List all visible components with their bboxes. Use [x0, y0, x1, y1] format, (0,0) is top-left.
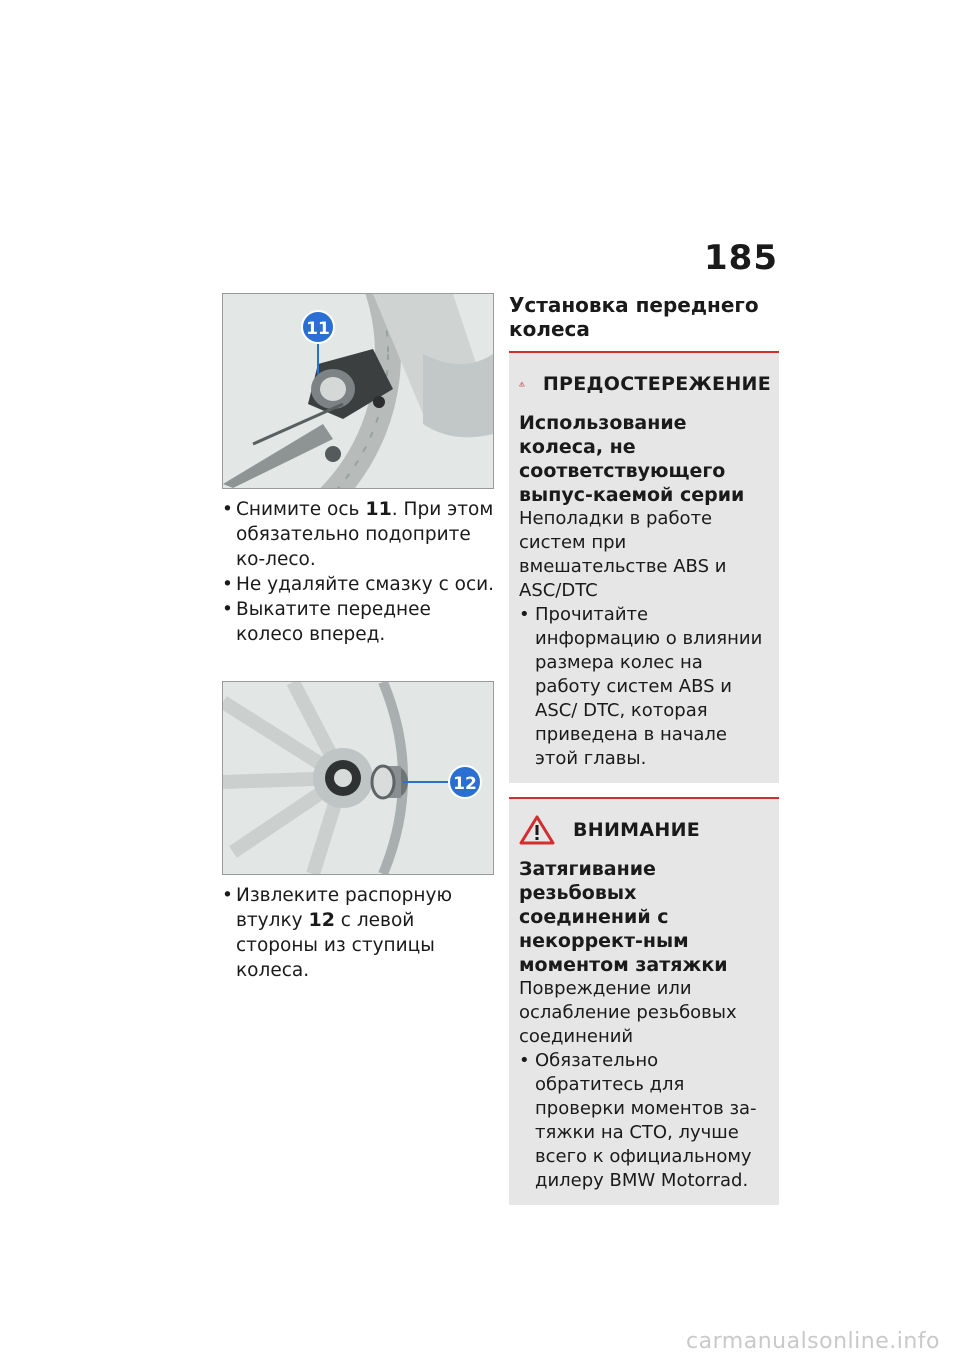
photo-front-axle	[222, 293, 494, 489]
notice-title: Затягивание резьбовых соединений с некоррект-ным моментом затяжки	[519, 858, 728, 976]
steps-remove-sleeve	[222, 883, 494, 983]
notice-warning	[509, 351, 779, 783]
list-item: • Прочитайте информацию о влиянии размера колес на работу систем ABS и ASC/ DTC, которая приведена в начале этой главы.	[519, 603, 771, 771]
notice-label: ПРЕДОСТЕРЕЖЕНИЕ	[542, 373, 771, 395]
section-title: Установка переднего колеса	[509, 293, 759, 341]
list-item: • Снимите ось 11. При этом обязательно подоприте ко-лесо.	[222, 497, 494, 572]
steps-remove-axle	[222, 497, 494, 647]
right-column	[509, 293, 779, 1205]
callout-12: 12	[453, 774, 477, 794]
notice-label: ВНИМАНИЕ	[573, 819, 701, 841]
callout-11: 11	[306, 319, 330, 339]
list-item: • Обязательно обратитесь для проверки моментов за-тяжки на СТО, лучше всего к официальному дилеру BMW Motorrad.	[519, 1049, 771, 1193]
photo-spacer-sleeve	[222, 681, 494, 875]
list-item: • Извлеките распорную втулку 12 с левой стороны из ступицы колеса.	[222, 883, 494, 983]
watermark: carmanualsonline.info	[686, 1329, 940, 1354]
page-number: 185	[704, 238, 778, 278]
warning-triangle-icon	[519, 369, 525, 399]
warning-triangle-icon	[519, 815, 555, 845]
notice-desc: Повреждение или ослабление резьбовых соединений	[519, 978, 737, 1047]
list-item: • Не удаляйте смазку с оси.	[222, 572, 494, 597]
left-column	[222, 293, 494, 983]
notice-desc: Неполадки в работе систем при вмешательстве ABS и ASC/DTC	[519, 508, 727, 601]
notice-caution	[509, 797, 779, 1205]
list-item: • Выкатите переднее колесо вперед.	[222, 597, 494, 647]
notice-title: Использование колеса, не соответствующего выпус-каемой серии	[519, 412, 745, 506]
